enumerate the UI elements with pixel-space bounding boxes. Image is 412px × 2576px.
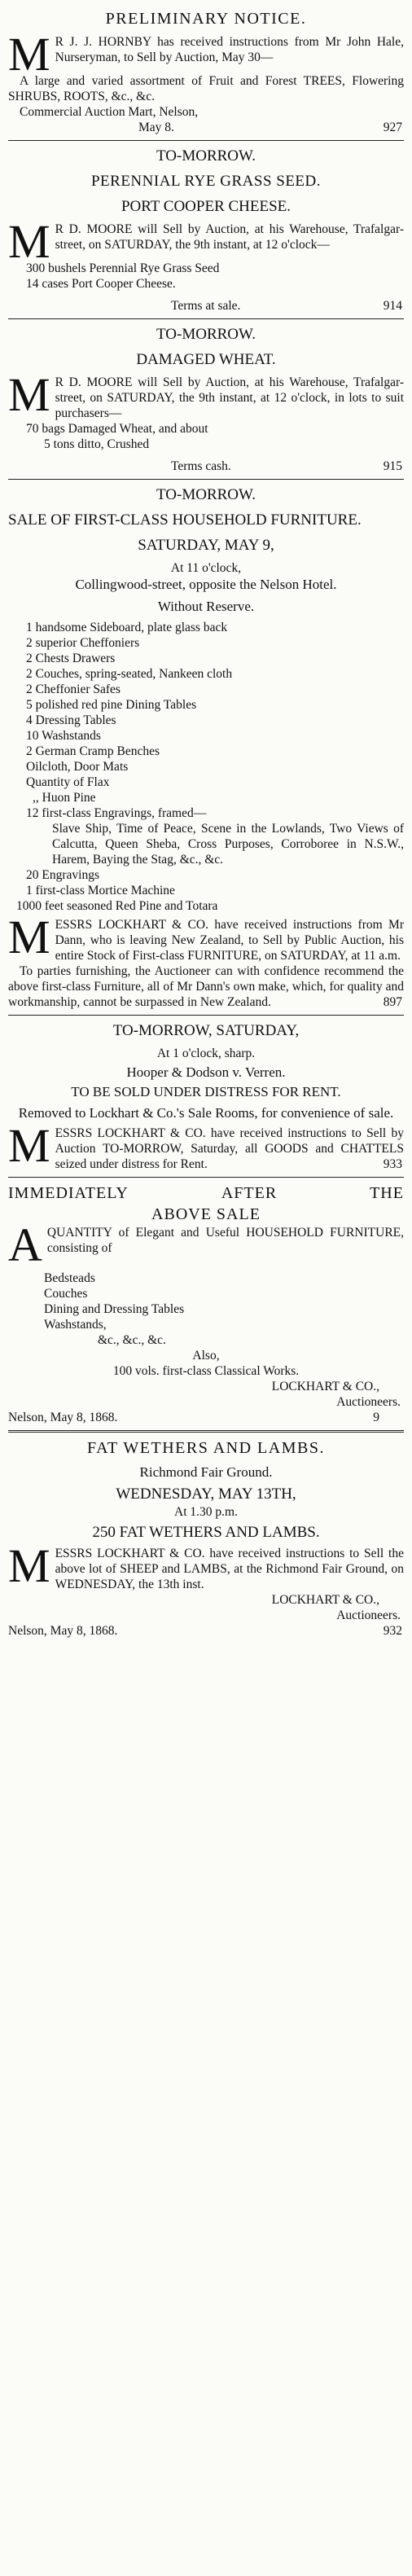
ad-reference-number: 932 [383, 1624, 402, 1638]
ad-day: WEDNESDAY, MAY 13TH, [116, 1485, 296, 1503]
ad-heading: PRELIMINARY NOTICE. [105, 10, 307, 28]
list-item: Quantity of Flax [26, 775, 110, 789]
ad-heading: ABOVE SALE [151, 1205, 261, 1223]
list-item: Couches [44, 1287, 88, 1301]
ad-item: 5 tons ditto, Crushed [44, 437, 150, 451]
ad-heading: DAMAGED WHEAT. [136, 351, 276, 368]
ad-fat-wethers [8, 1437, 404, 1639]
ad-after-sale-furniture [8, 1183, 404, 1425]
ad-note: Removed to Lockhart & Co.'s Sale Rooms, for convenience of sale. [18, 1105, 394, 1121]
list-item: ,, Huon Pine [33, 791, 96, 805]
ad-distress-sale [8, 1020, 404, 1172]
list-item-detail: Slave Ship, Time of Peace, Scene in the Lowlands, Two Views of Calcutta, Queen Sheba, Cross Purposes, Corroboree in N.S.W., Harem, Baying the Stag, &c., &c. [52, 822, 404, 867]
drop-cap: M [8, 917, 50, 963]
ad-reference-number: 914 [383, 299, 402, 313]
ad-tomorrow: TO-MORROW. [156, 326, 256, 343]
ad-case: Hooper & Dodson v. Verren. [126, 1064, 286, 1080]
ad-item: 70 bags Damaged Wheat, and about [26, 422, 208, 436]
list-item: 4 Dressing Tables [26, 713, 116, 727]
ad-footer [8, 1410, 404, 1425]
list-item: 2 German Cramp Benches [26, 744, 160, 758]
list-item: 5 polished red pine Dining Tables [26, 698, 197, 712]
ad-tomorrow: TO-MORROW, SATURDAY, [112, 1022, 300, 1039]
ad-time: At 11 o'clock, [170, 561, 242, 575]
ad-heading: PORT COOPER CHEESE. [121, 198, 291, 215]
ad-paragraph: M R D. MOORE will Sell by Auction, at his Warehouse, Trafalgar-street, on SATURDAY, the 9th instant, at 12 o'clock— [8, 222, 404, 261]
ad-heading: FAT WETHERS AND LAMBS. [87, 1439, 325, 1457]
drop-cap: M [8, 1546, 50, 1592]
ad-heading: SALE OF FIRST-CLASS HOUSEHOLD FURNITURE. [8, 511, 362, 529]
ad-footer [8, 1623, 404, 1639]
list-item: 10 Washstands [26, 729, 101, 743]
ad-tomorrow: TO-MORROW. [156, 486, 256, 503]
ad-item: 300 bushels Perennial Rye Grass Seed [26, 261, 220, 275]
ad-footer [8, 459, 404, 474]
list-item: Dining and Dressing Tables [44, 1302, 185, 1316]
ad-footer [8, 298, 404, 314]
auctioneer-name: LOCKHART & CO., [271, 1380, 379, 1393]
list-item: Oilcloth, Door Mats [26, 760, 129, 774]
divider [8, 318, 404, 319]
ad-paragraph: MESSRS LOCKHART & CO. have received instructions from Mr Dann, who is leaving New Zealand, to Sell by Public Auction, his entire Stock of First-class FURNITURE, on SATURDAY, at 11 a.m. [8, 917, 404, 963]
ad-date: Nelson, May 8, 1868. [8, 1411, 118, 1424]
ad-paragraph: MESSRS LOCKHART & CO. have received instructions to Sell by Auction TO-MORROW, Saturday, all GOODS and CHATTELS seized under distress for Rent. [8, 1126, 404, 1172]
ad-reference-number: 9 [373, 1411, 379, 1424]
auctioneer-title: Auctioneers. [336, 1395, 401, 1409]
list-item: 2 Cheffonier Safes [26, 682, 121, 696]
list-item: 1 handsome Sideboard, plate glass back [26, 621, 228, 634]
divider [8, 1015, 404, 1016]
auctioneer-title: Auctioneers. [336, 1608, 401, 1622]
list-item: 2 Chests Drawers [26, 652, 116, 665]
drop-cap: A [8, 1225, 42, 1264]
auctioneer-name: LOCKHART & CO., [271, 1593, 379, 1607]
ad-item: 14 cases Port Cooper Cheese. [26, 277, 176, 291]
list-item: 1 first-class Mortice Machine [26, 884, 175, 897]
ad-heading: 250 FAT WETHERS AND LAMBS. [92, 1524, 320, 1541]
ad-place: Collingwood-street, opposite the Nelson Hotel. [75, 577, 337, 592]
ad-reference-number: 915 [383, 459, 402, 473]
drop-cap: M [8, 34, 50, 73]
ad-etc: &c., &c., &c. [98, 1333, 166, 1347]
ad-paragraph: MESSRS LOCKHART & CO. have received instructions to Sell the above lot of SHEEP and LAMBS, at the Richmond Fair Ground, on WEDNESDAY, the 13th inst. [8, 1546, 404, 1592]
list-item: 2 superior Cheffoniers [26, 636, 140, 650]
ad-reserve: Without Reserve. [157, 599, 255, 614]
ad-reference-number: 933 [383, 1157, 402, 1171]
ad-heading: IMMEDIATELY AFTER THE [8, 1184, 404, 1202]
divider [8, 1177, 404, 1178]
list-item: 2 Couches, spring-seated, Nankeen cloth [26, 667, 233, 681]
list-item: Washstands, [44, 1318, 107, 1332]
drop-cap: M [8, 1126, 50, 1172]
ad-preliminary-notice [8, 8, 404, 135]
ad-books: 100 vols. first-class Classical Works. [112, 1364, 300, 1378]
ad-reference-number: 897 [383, 995, 402, 1009]
divider [8, 1430, 404, 1433]
ad-heading: PERENNIAL RYE GRASS SEED. [90, 173, 322, 190]
ad-paragraph: AQUANTITY of Elegant and Useful HOUSEHOLD FURNITURE, consisting of [8, 1225, 404, 1264]
ad-household-furniture [8, 485, 404, 1010]
ad-paragraph: M R D. MOORE will Sell by Auction, at his Warehouse, Trafalgar-street, on SATURDAY, the 9th instant, at 12 o'clock, in lots to suit purchasers— [8, 375, 404, 421]
ad-rye-grass-seed [8, 146, 404, 314]
ad-reference-number: 927 [383, 121, 402, 134]
ad-day: SATURDAY, MAY 9, [138, 537, 274, 554]
ad-time: At 1.30 p.m. [174, 1505, 238, 1519]
ad-also: Also, [192, 1349, 220, 1363]
ad-paragraph: A large and varied assortment of Fruit and Forest TREES, Flowering SHRUBS, ROOTS, &c., &c. [8, 74, 404, 103]
list-item: 1000 feet seasoned Red Pine and Totara [16, 899, 218, 913]
ad-location: Commercial Auction Mart, Nelson, [20, 105, 199, 119]
ad-paragraph: To parties furnishing, the Auctioneer can with confidence recommend the above first-class Furniture, all of Mr Dann's own make, which, for quality and workmanship, cannot be surpassed in New Zealand. [8, 964, 404, 1009]
divider [8, 140, 404, 141]
list-item: 20 Engravings [26, 868, 99, 882]
list-item: Bedsteads [44, 1271, 95, 1285]
drop-cap: M [8, 375, 50, 421]
item-list [8, 1270, 404, 1332]
ad-place: Richmond Fair Ground. [139, 1464, 273, 1480]
ad-terms: Terms at sale. [171, 299, 241, 313]
drop-cap: M [8, 222, 50, 261]
ad-footer [8, 120, 404, 135]
ad-date: Nelson, May 8, 1868. [8, 1624, 118, 1638]
ad-tomorrow: TO-MORROW. [156, 147, 256, 165]
ad-time: At 1 o'clock, sharp. [156, 1047, 256, 1060]
ad-damaged-wheat [8, 324, 404, 474]
list-item: 12 first-class Engravings, framed— [26, 806, 207, 820]
ad-heading: TO BE SOLD UNDER DISTRESS FOR RENT. [71, 1084, 341, 1099]
ad-terms: Terms cash. [171, 459, 231, 473]
divider [8, 479, 404, 480]
furniture-list [8, 620, 404, 914]
ad-paragraph: M R J. J. HORNBY has received instructions from Mr John Hale, Nurseryman, to Sell by Auction, May 30— [8, 34, 404, 73]
ad-date: May 8. [138, 121, 174, 134]
